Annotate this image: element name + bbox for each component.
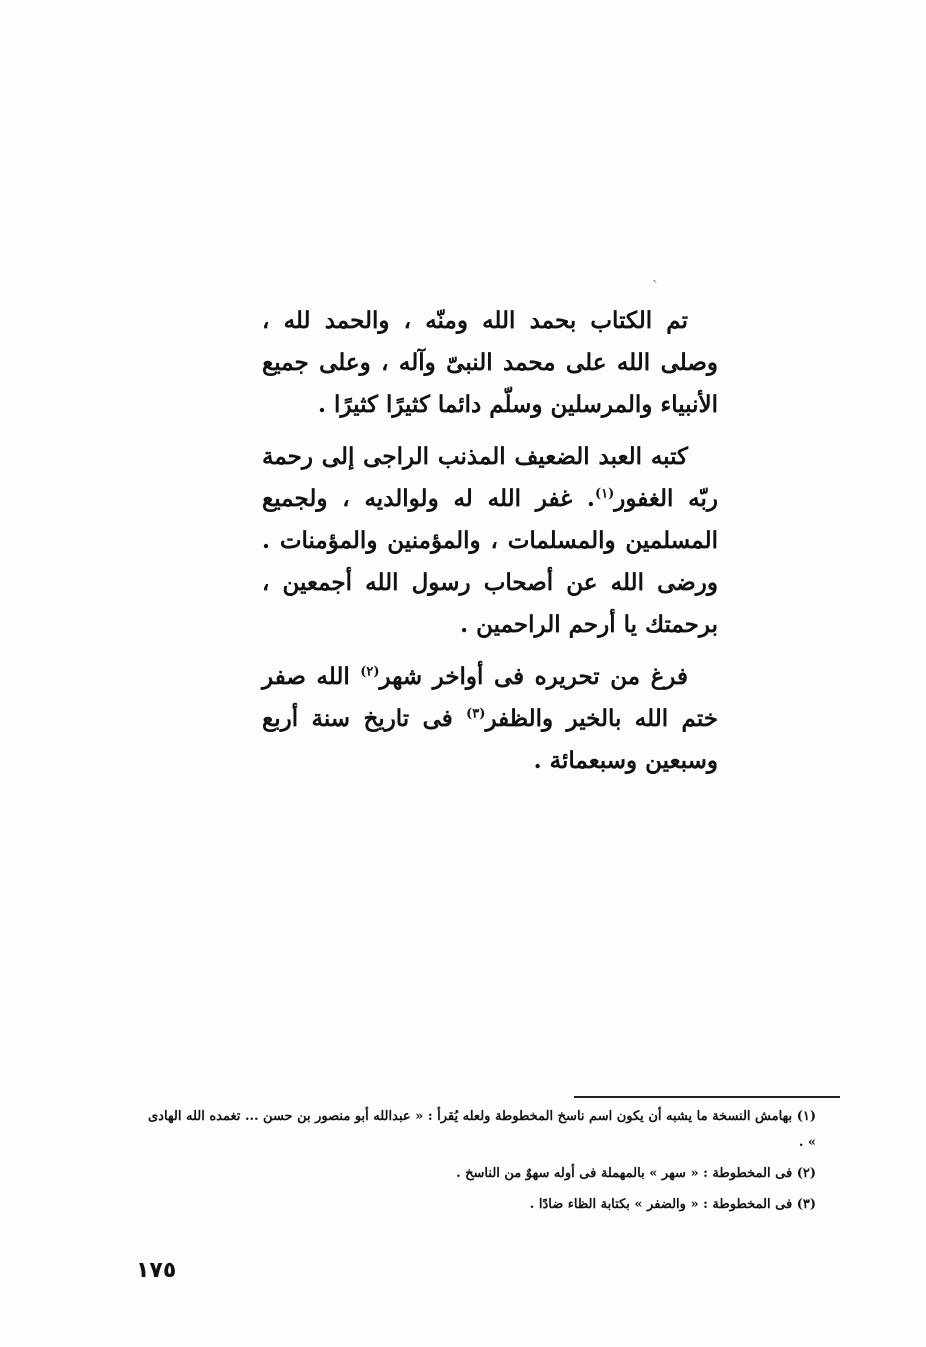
paragraph-text: الله صفر ختم الله بالخير والظفر xyxy=(262,663,718,732)
footnote-1: (١) بهامش النسخة ما يشبه أن يكون اسم ناسخ المخطوطة ولعله يُقرأ : « عبدالله أبو منصور بن حسن ... تغمده الله الهادى » . xyxy=(147,1109,816,1150)
footnote-divider xyxy=(574,1096,840,1098)
paragraph-text: . غفر الله له ولوالديه ، ولجميع المسلمين والمسلمات ، والمؤمنين والمؤمنات . ورضى الله عن أصحاب رسول الله أجمعين ، برحمتك يا أرحم الراحمين . xyxy=(262,485,718,638)
main-text xyxy=(262,300,718,792)
paragraph-text: كتبه العبد الضعيف المذنب الراجى إلى رحمة ربّه الغفور xyxy=(262,443,718,512)
footnote-marker-2: (٢) xyxy=(360,664,380,680)
paragraph-text: فى تاريخ سنة أربع وسبعين وسبعمائة . xyxy=(262,705,718,774)
footnote-2: (٢) فى المخطوطة : « سهر » بالمهملة فى أوله سهوٌ من الناسخ . xyxy=(456,1166,816,1181)
footnote-marker-3: (٣) xyxy=(466,706,486,722)
paragraph-closing-praise: تم الكتاب بحمد الله ومنّه ، والحمد لله ، وصلى الله على محمد النبىّ وآله ، وعلى جميع الأنبياء والمرسلين وسلّم دائما كثيرًا كثيرًا . xyxy=(262,307,718,418)
footnote-3: (٣) فى المخطوطة : « والضفر » بكتابة الظاء ضادًا . xyxy=(529,1197,816,1212)
footnote-marker-1: (١) xyxy=(594,486,615,502)
paragraph-text: فرغ من تحريره فى أواخر شهر xyxy=(379,663,688,690)
ink-speck: ˎ xyxy=(652,267,659,283)
paragraph-copyist-prayer xyxy=(262,436,718,646)
footnotes-section xyxy=(136,1104,816,1223)
page-number: ١٧٥ xyxy=(136,1258,177,1283)
paragraph-colophon-date xyxy=(262,656,718,782)
